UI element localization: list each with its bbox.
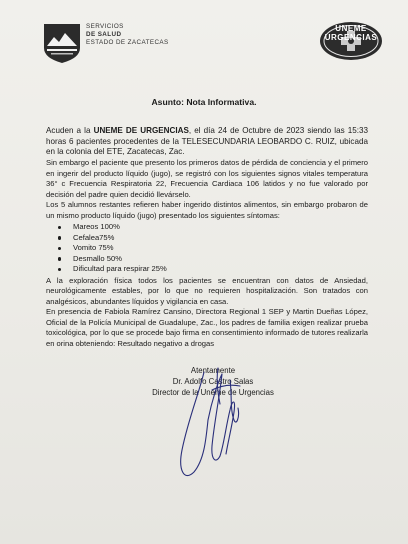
paragraph-first-patient: Sin embargo el paciente que presento los primeros datos de pérdida de conciencia y el primero en ingerir del producto líquido (jugo), se registró con los siguientes signos vitales temperatura 36° c Frecuencia Respiratoria 22, Frecuencia Cardiaca 106 latidos y no fue valorado por decisión del padre quien decidió llevárselo.	[46, 158, 368, 199]
paragraph-exploration: A la exploración física todos los pacientes se encuentran con datos de Ansiedad, neurológicamente estables, por lo que no requieren hospitalización. Son tratados con analgésicos, abundantes líquidos y vigilancia en casa.	[46, 275, 368, 306]
paragraph-toxicology: En presencia de Fabiola Ramírez Cansino, Directora Regional 1 SEP y Martin Dueñas López, Oficial de la Policía Municipal de Guadalupe, Zac., los padres de familia exigen realizar prueba toxicológica, por lo que se procede bajo firma en consentimiento informado de tutores realizarla en orina obteniendo: Resultado negativo a drogas	[46, 307, 368, 348]
subject-line: Asunto: Nota Informativa.	[151, 97, 257, 107]
organization-name: SERVICIOS DE SALUD ESTADO DE ZACATECAS	[86, 23, 169, 47]
signer-title: Director de la Uneme de Urgencias	[152, 388, 274, 398]
paragraph-remaining-students: Los 5 alumnos restantes refieren haber ingerido distintos alimentos, sin embargo probaron de un mismo producto líquido (jugo) presentado los siguientes síntomas:	[46, 200, 368, 220]
list-item: Vomito 75%	[58, 243, 368, 254]
list-item: Dificultad para respirar 25%	[58, 264, 368, 275]
list-item: Cefalea75%	[58, 233, 368, 244]
closing-greeting: Atentamente	[190, 366, 236, 375]
list-item: Mareos 100%	[58, 222, 368, 233]
paragraph-arrival: Acuden a la UNEME DE URGENCIAS, el día 24 de Octubre de 2023 siendo las 15:33 horas 6 pacientes procedentes de la TELESECUNDARIA LEOBARDO C. RUIZ, ubicada en la colonia del ETE, Zacatecas, Zac.	[46, 126, 369, 157]
uneme-logo-text: UNEME URGENCIAS	[324, 24, 378, 42]
uneme-name: UNEME DE URGENCIAS	[93, 126, 189, 135]
servicios-de-salud-logo	[42, 22, 82, 64]
list-item: Desmallo 50%	[58, 254, 368, 265]
signer-name: Dr. Adolfo Castro Salas	[172, 377, 254, 387]
document-body	[46, 126, 368, 349]
symptoms-list	[46, 222, 368, 275]
handwritten-signature	[160, 360, 260, 490]
